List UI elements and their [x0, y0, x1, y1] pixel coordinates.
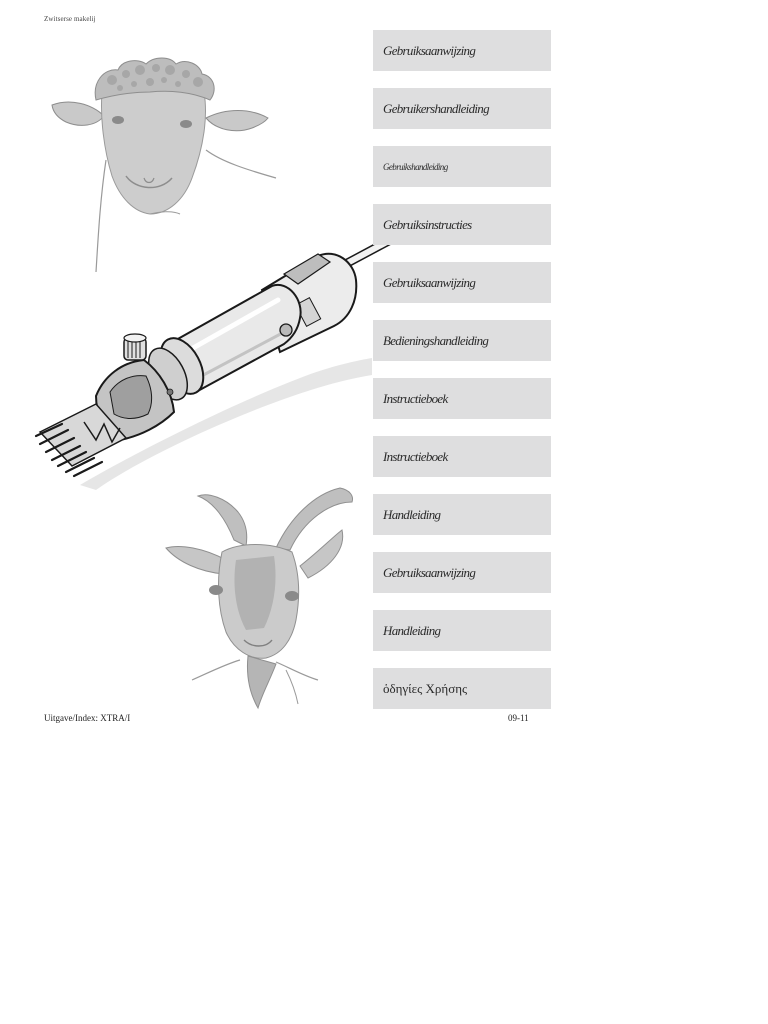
language-tab-label: ὁδηγίες Χρήσης	[383, 680, 468, 696]
date-code: 09-11	[508, 713, 529, 723]
language-tab-5[interactable]	[373, 262, 551, 303]
language-tab-8[interactable]	[373, 436, 551, 477]
language-tab-label: Gebruikshandleiding	[383, 161, 448, 172]
language-tab-9[interactable]	[373, 494, 551, 535]
language-tab-label: Gebruiksaanwijzing	[383, 274, 476, 290]
language-tab-label: Gebruikershandleiding	[383, 100, 489, 116]
language-tab-list	[373, 30, 551, 726]
language-tab-label: Gebruiksaanwijzing	[383, 564, 476, 580]
language-tab-label: Handleiding	[383, 506, 441, 522]
language-tab-1[interactable]	[373, 30, 551, 71]
language-tab-7[interactable]	[373, 378, 551, 419]
shearing-machine-image	[36, 227, 405, 476]
goat-head-image	[166, 488, 353, 708]
language-tab-label: Handleiding	[383, 622, 441, 638]
language-tab-12[interactable]	[373, 668, 551, 709]
language-tab-4[interactable]	[373, 204, 551, 245]
language-tab-label: Instructieboek	[383, 448, 448, 464]
language-tab-6[interactable]	[373, 320, 551, 361]
language-tab-3[interactable]	[373, 146, 551, 187]
language-tab-2[interactable]	[373, 88, 551, 129]
language-tab-label: Bedieningshandleiding	[383, 332, 489, 348]
language-tab-label: Gebruiksinstructies	[383, 216, 472, 232]
language-tab-10[interactable]	[373, 552, 551, 593]
edition-index: Uitgave/Index: XTRA/I	[44, 713, 131, 723]
language-tab-label: Gebruiksaanwijzing	[383, 42, 476, 58]
sheep-head-image	[52, 58, 276, 272]
header-note: Zwitserse makelij	[44, 15, 96, 23]
language-tab-11[interactable]	[373, 610, 551, 651]
language-tab-label: Instructieboek	[383, 390, 448, 406]
